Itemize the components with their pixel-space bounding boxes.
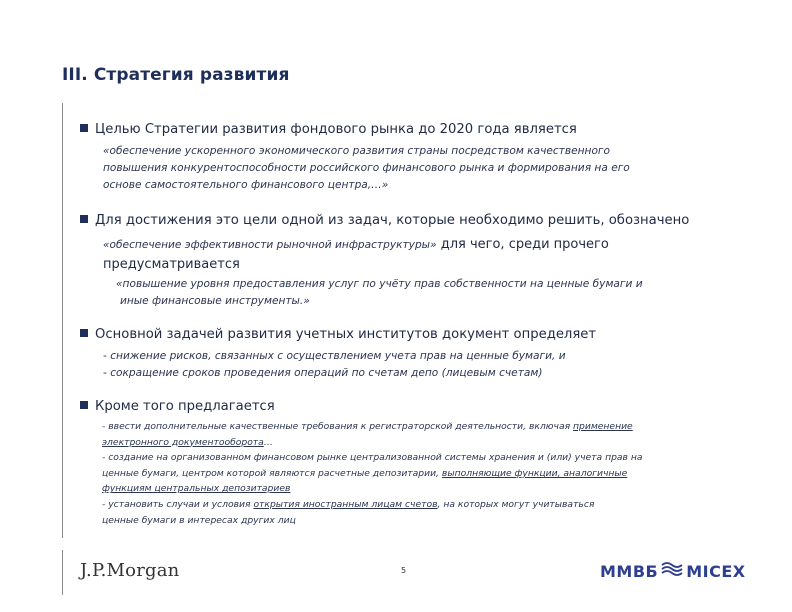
detail-text: - создание на организованном финансовом рынке централизованной системы хранения и (или) учета прав на xyxy=(102,452,643,464)
wave-icon xyxy=(661,561,683,581)
detail-underlined: выполняющие функции, аналогичные xyxy=(441,467,628,479)
bullet-1 xyxy=(80,122,750,137)
page-number: 5 xyxy=(401,566,407,575)
detail-underlined: применение xyxy=(573,421,633,432)
bullet-3-items xyxy=(103,348,566,382)
list-item: - сокращение сроков проведения операций по счетам депо (лицевым счетам) xyxy=(103,367,543,379)
quote-line: основе самостоятельного финансового центра,…» xyxy=(103,179,389,191)
bullet-4 xyxy=(80,399,750,414)
bullet-2-text: Для достижения это цели одной из задач, которые необходимо решить, обозначено xyxy=(95,213,690,228)
detail-text: - ввести дополнительные качественные требования к регистраторской деятельности, включая xyxy=(102,421,574,432)
subquote-line: «повышение уровня предоставления услуг по учёту прав собственности на ценные бумаги и xyxy=(116,278,643,290)
bullet-2 xyxy=(80,213,750,228)
subquote-line: иные финансовые инструменты.» xyxy=(120,295,310,307)
detail-text: ценные бумаги, центром которой являются расчетные депозитарии, xyxy=(102,467,442,479)
bullet-4-details xyxy=(102,419,750,528)
bullet-3 xyxy=(80,327,750,342)
jpmorgan-logo: J.P.Morgan xyxy=(80,560,180,581)
list-item: - снижение рисков, связанных с осуществлением учета прав на ценные бумаги, и xyxy=(103,350,566,362)
detail-text: ценные бумаги в интересах других лиц xyxy=(102,514,296,526)
detail-text: … xyxy=(263,436,273,448)
bullet-square-icon xyxy=(80,401,88,409)
bullet-2-continuation xyxy=(103,233,609,275)
detail-underlined: функциям центральных депозитариев xyxy=(102,483,291,495)
bullet-2-cont2: предусматривается xyxy=(103,257,240,272)
micex-logo-latin: MICEX xyxy=(686,561,746,581)
bullet-2-quote: «обеспечение эффективности рыночной инфраструктуры» xyxy=(103,239,437,251)
left-rule-bottom xyxy=(62,550,63,595)
bullet-1-quote xyxy=(103,143,630,194)
micex-logo xyxy=(600,561,746,581)
bullet-1-text: Целью Стратегии развития фондового рынка до 2020 года является xyxy=(95,122,577,137)
quote-line: повышения конкурентоспособности российского финансового рынка и формирования на его xyxy=(103,162,630,174)
bullet-2-subquote xyxy=(116,276,643,310)
bullet-square-icon xyxy=(80,215,88,223)
detail-text: , на которых могут учитываться xyxy=(437,498,595,510)
micex-logo-cyrillic: ММВБ xyxy=(600,561,659,581)
bullet-2-cont: для чего, среди прочего xyxy=(436,237,609,252)
detail-text: - установить случаи и условия xyxy=(102,498,254,510)
detail-underlined: открытия иностранным лицам счетов xyxy=(253,498,438,510)
quote-line: «обеспечение ускоренного экономического развития страны посредством качественного xyxy=(103,145,610,157)
bullet-4-text: Кроме того предлагается xyxy=(95,399,275,414)
bullet-square-icon xyxy=(80,124,88,132)
bullet-3-text: Основной задачей развития учетных институтов документ определяет xyxy=(95,327,597,342)
slide-title: III. Стратегия развития xyxy=(62,65,290,85)
left-rule-top xyxy=(62,103,63,538)
detail-underlined: электронного документооборота xyxy=(102,436,264,448)
bullet-square-icon xyxy=(80,329,88,337)
